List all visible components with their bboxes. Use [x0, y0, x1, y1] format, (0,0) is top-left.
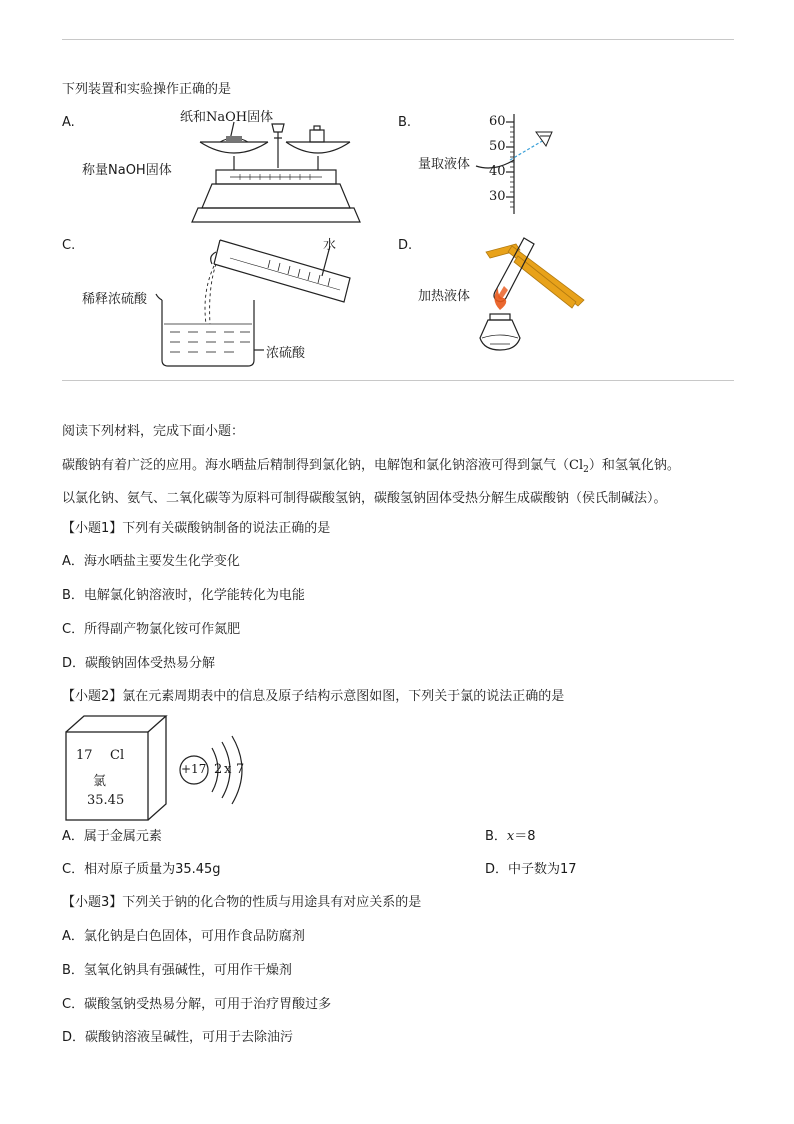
element-symbol: Cl	[110, 748, 125, 763]
sub1-option-d[interactable]: D．碳酸钠固体受热易分解	[62, 656, 216, 671]
atom-shell-2: x	[224, 762, 232, 777]
chlorine-formula: Cl	[569, 458, 584, 473]
balance-figure	[190, 118, 370, 230]
top-divider	[62, 39, 734, 40]
passage-line-2: 以氯化钠、氨气、二氧化碳等为原料可制得碳酸氢钠，碳酸氢钠固体受热分解生成碳酸钠（侯氏制碱法）。	[62, 491, 667, 506]
sub2-option-b-rest: ＝8	[514, 829, 536, 844]
sub2-option-d[interactable]: D．中子数为17	[485, 862, 577, 877]
option-a-caption: 称量NaOH固体	[82, 163, 172, 178]
tick-60: 60	[489, 114, 506, 129]
option-c-label: C.	[62, 238, 76, 253]
passage-intro: 阅读下列材料，完成下面小题：	[62, 424, 245, 439]
section-divider	[62, 380, 734, 381]
option-b-label: B.	[398, 115, 412, 130]
passage-line-1-before: 碳酸钠有着广泛的应用。海水晒盐后精制得到氯化钠，电解饱和氯化钠溶液可得到氯气（	[62, 458, 570, 473]
sub3-option-d[interactable]: D．碳酸钠溶液呈碱性，可用于去除油污	[62, 1030, 294, 1045]
chlorine-subscript: 2	[583, 465, 589, 475]
paper-naoh-label: 纸和NaOH固体	[180, 110, 274, 125]
option-d-caption: 加热液体	[418, 289, 471, 304]
option-a-label: A.	[62, 115, 75, 130]
option-d-label: D.	[398, 238, 413, 253]
sub2-option-c[interactable]: C．相对原子质量为35.45g	[62, 862, 221, 877]
atom-nucleus: +17	[181, 762, 207, 776]
cylinder-figure	[470, 110, 560, 220]
passage-line-1	[62, 457, 680, 479]
water-label: 水	[323, 238, 337, 253]
sub1-option-a[interactable]: A．海水晒盐主要发生化学变化	[62, 554, 240, 569]
sub1-option-b[interactable]: B．电解氯化钠溶液时，化学能转化为电能	[62, 588, 305, 603]
sub2-stem: 【小题2】氯在元素周期表中的信息及原子结构示意图如图，下列关于氯的说法正确的是	[62, 689, 565, 704]
sub2-option-a[interactable]: A．属于金属元素	[62, 829, 162, 844]
sub1-stem: 【小题1】下列有关碳酸钠制备的说法正确的是	[62, 521, 331, 536]
sub1-option-c[interactable]: C．所得副产物氯化铵可作氮肥	[62, 622, 241, 637]
sub3-option-a[interactable]: A．氯化钠是白色固体，可用作食品防腐剂	[62, 929, 305, 944]
atom-shell-1: 2	[214, 762, 223, 777]
tick-50: 50	[489, 139, 506, 154]
acid-label: 浓硫酸	[266, 346, 306, 361]
sub3-option-c[interactable]: C．碳酸氢钠受热易分解，可用于治疗胃酸过多	[62, 997, 332, 1012]
element-mass: 35.45	[87, 793, 125, 808]
sub3-option-b[interactable]: B．氢氧化钠具有强碱性，可用作干燥剂	[62, 963, 292, 978]
tick-30: 30	[489, 189, 506, 204]
sub2-option-b-prefix: B．	[485, 829, 507, 844]
sub3-stem: 【小题3】下列关于钠的化合物的性质与用途具有对应关系的是	[62, 895, 422, 910]
passage-line-1-after: ）和氢氧化钠。	[588, 458, 680, 473]
sub2-option-b-var: x	[506, 829, 515, 844]
heating-figure	[468, 228, 590, 358]
atom-shell-3: 7	[236, 762, 245, 777]
element-number: 17	[76, 748, 93, 763]
element-name: 氯	[93, 774, 107, 789]
option-c-caption: 稀释浓硫酸	[82, 292, 148, 307]
tick-40: 40	[489, 164, 506, 179]
option-b-caption: 量取液体	[418, 157, 471, 172]
sub2-option-b[interactable]	[485, 828, 536, 846]
question-stem: 下列装置和实验操作正确的是	[62, 82, 232, 97]
